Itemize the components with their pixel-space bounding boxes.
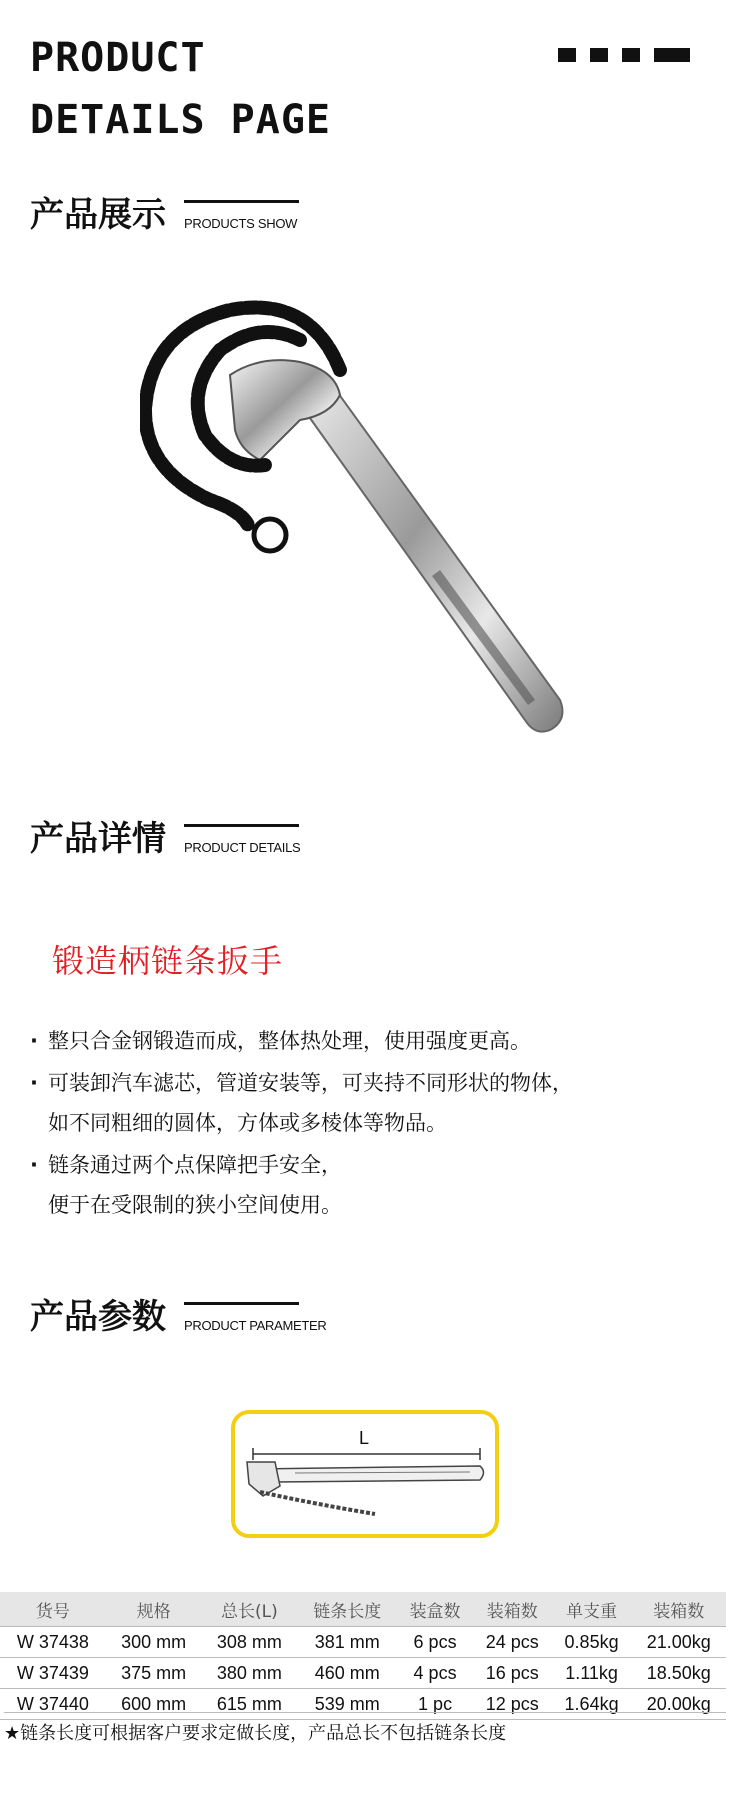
product-name: 锻造柄链条扳手 (52, 942, 284, 980)
feature-list (30, 1022, 573, 1225)
table-cell: 24 pcs (473, 1627, 552, 1658)
column-header: 规格 (106, 1592, 202, 1627)
table-cell: 375 mm (106, 1658, 202, 1689)
table-header-row (0, 1592, 726, 1627)
table-cell: 20.00kg (632, 1689, 726, 1720)
dimension-diagram (231, 1410, 499, 1538)
table-cell: W 37438 (0, 1627, 106, 1658)
table-cell: 1.11kg (552, 1658, 632, 1689)
bar-icon (654, 48, 690, 62)
table-cell: 381 mm (297, 1627, 397, 1658)
table-cell: 21.00kg (632, 1627, 726, 1658)
feature-line: 便于在受限制的狭小空间使用。 (48, 1192, 342, 1217)
column-header: 装箱数 (632, 1592, 726, 1627)
chain-wrench-diagram (235, 1414, 495, 1534)
section-title-cn: 产品展示 (30, 195, 166, 235)
table-cell: 6 pcs (397, 1627, 473, 1658)
column-header: 货号 (0, 1592, 106, 1627)
table-row (0, 1627, 726, 1658)
column-header: 单支重 (552, 1592, 632, 1627)
table-cell: 12 pcs (473, 1689, 552, 1720)
square-icon (590, 48, 608, 62)
section-header-params (30, 1297, 327, 1337)
section-title-cn: 产品参数 (30, 1297, 166, 1337)
feature-line: 链条通过两个点保障把手安全， (48, 1152, 342, 1177)
column-header: 装盒数 (397, 1592, 473, 1627)
feature-line: 如不同粗细的圆体，方体或多棱体等物品。 (48, 1110, 447, 1135)
table-cell: 300 mm (106, 1627, 202, 1658)
column-header: 链条长度 (297, 1592, 397, 1627)
column-header: 装箱数 (473, 1592, 552, 1627)
length-label: L (359, 1428, 370, 1448)
section-title-cn: 产品详情 (30, 819, 166, 859)
section-title-en: PRODUCT DETAILS (184, 840, 301, 855)
feature-item (30, 1146, 573, 1226)
section-title-en: PRODUCT PARAMETER (184, 1318, 327, 1333)
feature-line: 整只合金钢锻造而成，整体热处理，使用强度更高。 (48, 1029, 531, 1053)
table-cell: 460 mm (297, 1658, 397, 1689)
section-title-en: PRODUCTS SHOW (184, 216, 298, 231)
table-cell: 380 mm (202, 1658, 298, 1689)
section-header-show (30, 195, 299, 235)
section-header-details (30, 819, 301, 859)
table-cell: 1.64kg (552, 1689, 632, 1720)
table-cell: 18.50kg (632, 1658, 726, 1689)
bullet-icon: · (30, 1029, 38, 1053)
square-icon (558, 48, 576, 62)
table-cell: W 37439 (0, 1658, 106, 1689)
table-cell: 308 mm (202, 1627, 298, 1658)
chain-wrench-image (140, 300, 580, 750)
table-cell: 4 pcs (397, 1658, 473, 1689)
table-cell: W 37440 (0, 1689, 106, 1720)
feature-item (30, 1064, 573, 1144)
bullet-icon: · (30, 1152, 38, 1177)
bullet-icon: · (30, 1070, 38, 1095)
footnote: ★链条长度可根据客户要求定做长度，产品总长不包括链条长度 (4, 1712, 726, 1745)
column-header: 总长(L) (202, 1592, 298, 1627)
square-icon (622, 48, 640, 62)
feature-line: 可装卸汽车滤芯，管道安装等，可夹持不同形状的物体， (48, 1070, 573, 1095)
decorative-squares (558, 48, 690, 62)
table-cell: 1 pc (397, 1689, 473, 1720)
table-cell: 0.85kg (552, 1627, 632, 1658)
feature-item (30, 1022, 573, 1062)
table-cell: 16 pcs (473, 1658, 552, 1689)
parameter-table (0, 1592, 726, 1720)
hero-title-line2: DETAILS PAGE (30, 97, 331, 143)
hero-title-line1: PRODUCT (30, 35, 206, 81)
table-cell: 615 mm (202, 1689, 298, 1720)
table-row (0, 1658, 726, 1689)
table-cell: 600 mm (106, 1689, 202, 1720)
table-cell: 539 mm (297, 1689, 397, 1720)
